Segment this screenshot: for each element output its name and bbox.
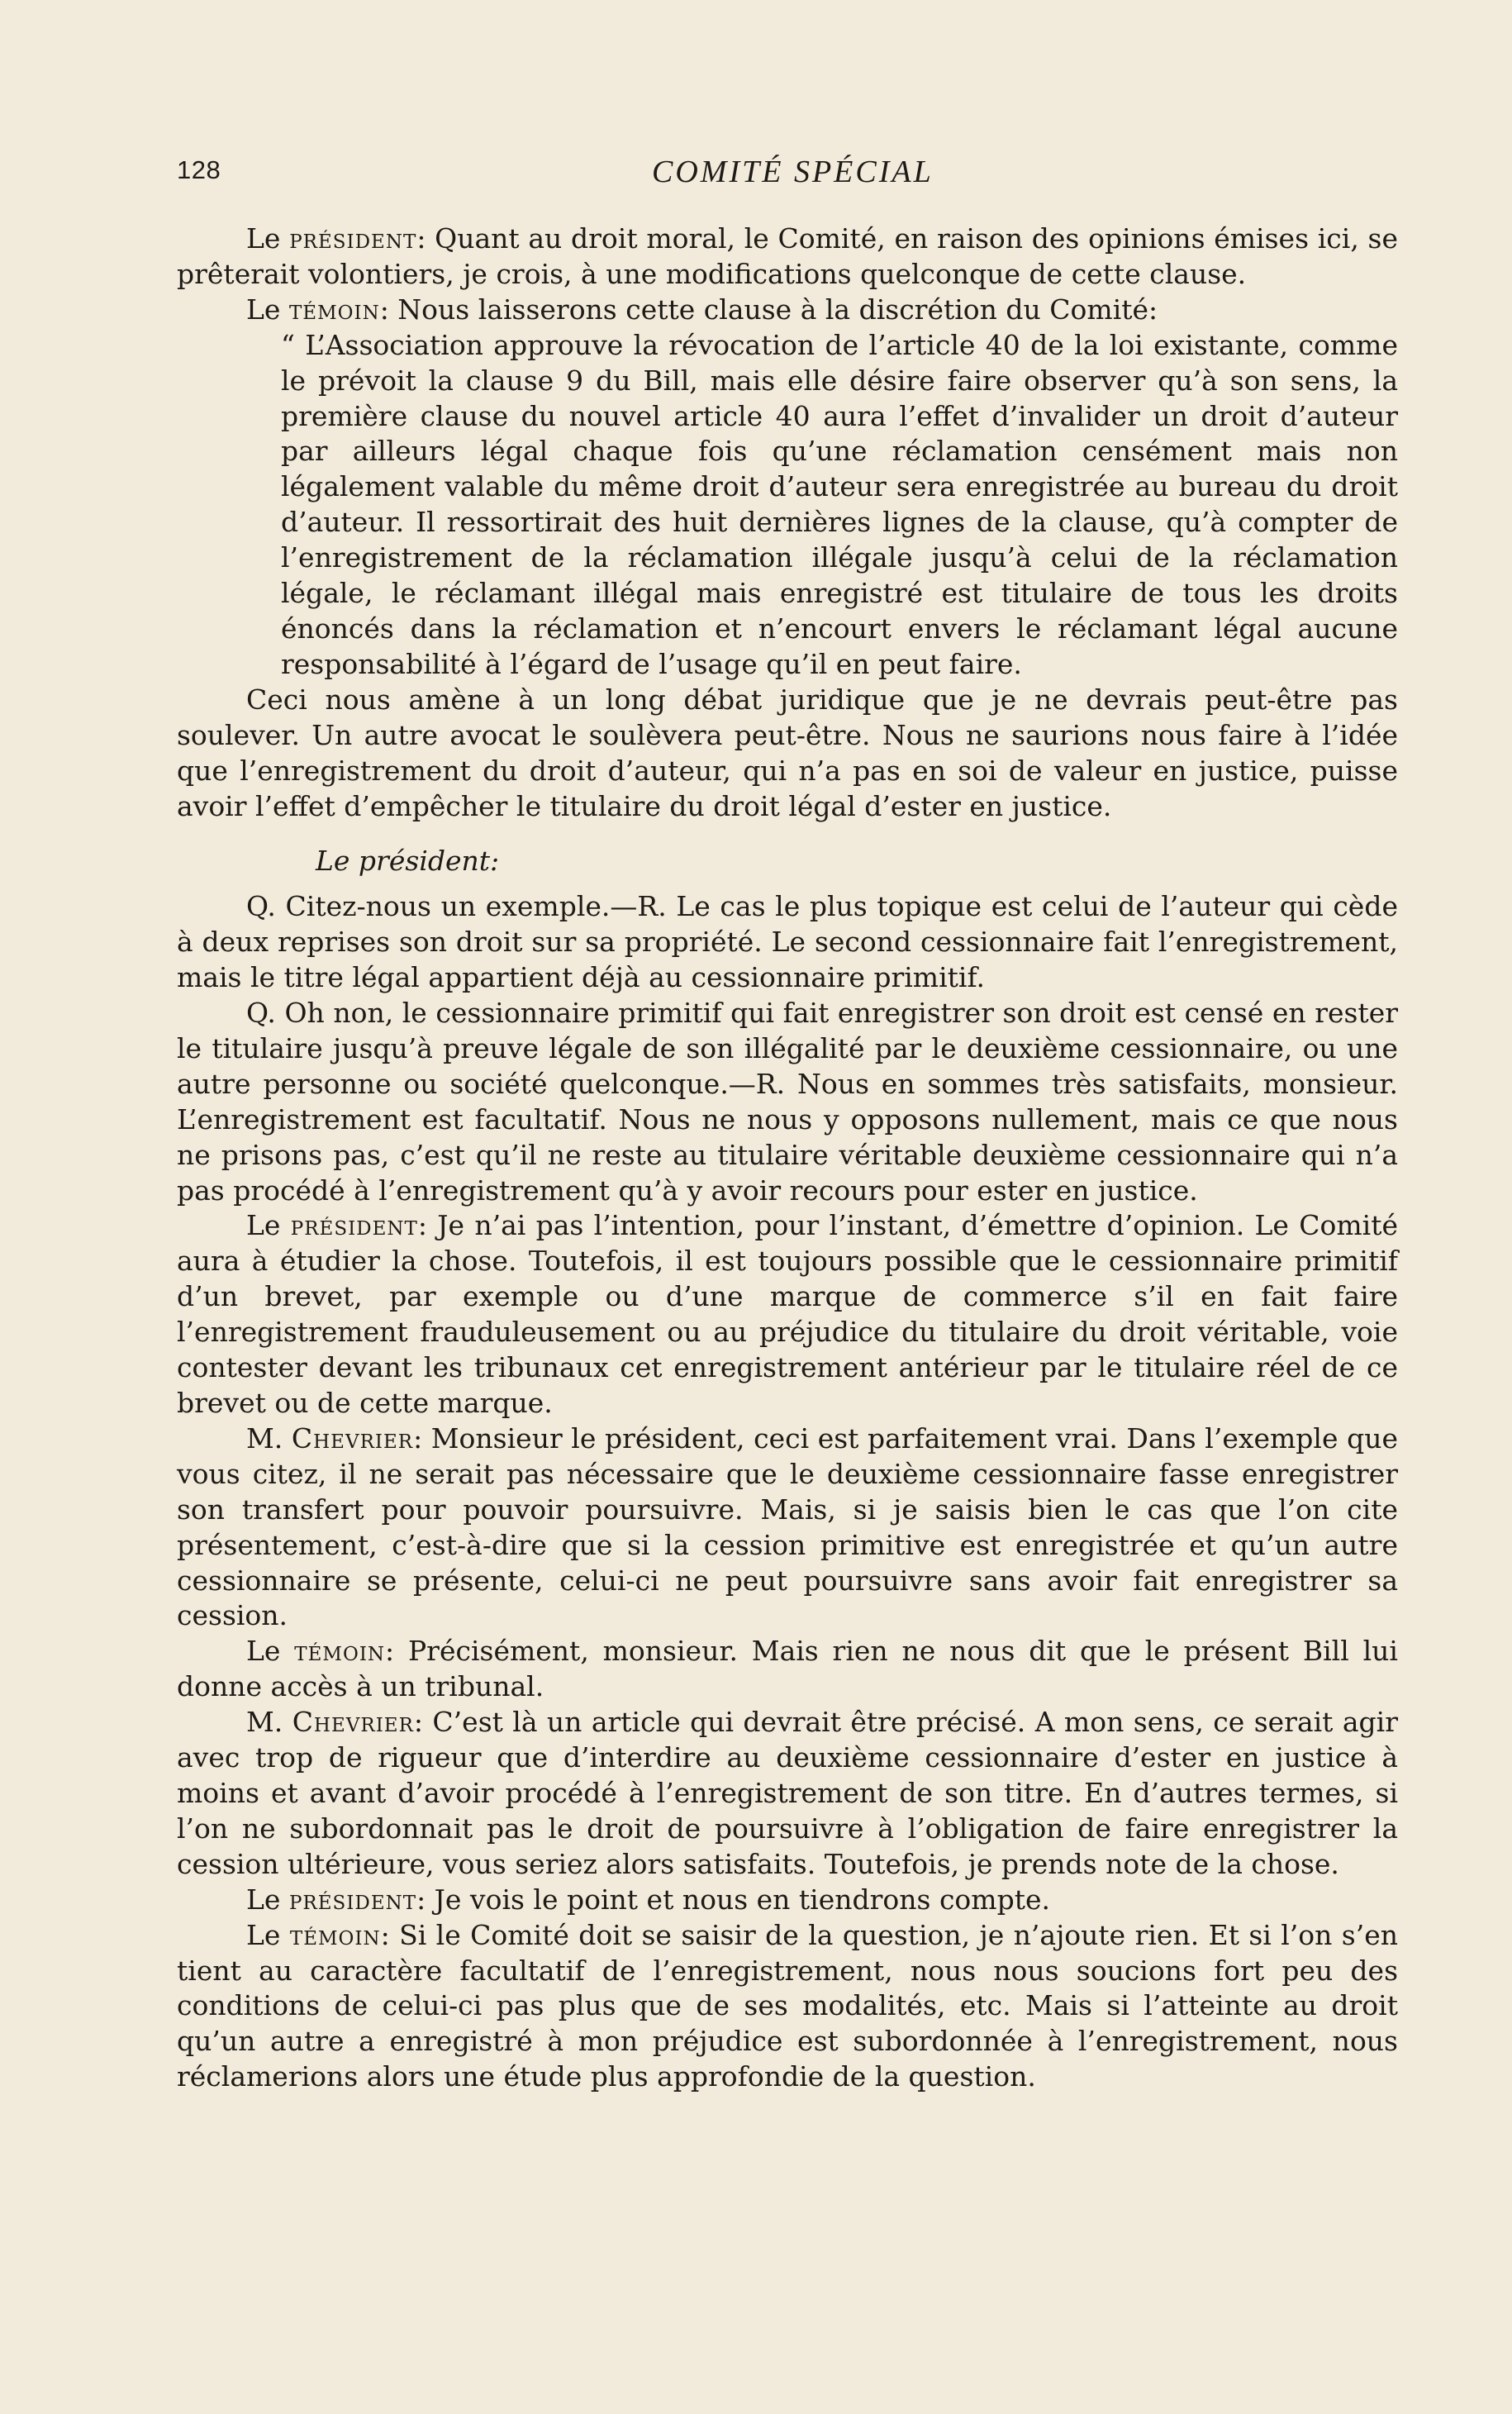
paragraph-text: : C’est là un article qui devrait être précisé. A mon sens, ce serait agir avec trop de rigueur que d’interdire au deuxième cessionnaire d’ester en justice à moins et avant d’avoir procédé à l’enregistrement de son titre. En d’autres termes, si l’on ne subordonnait pas le droit de poursuivre à l’obligation de faire enregistrer la cession ultérieure, vous seriez alors satisfaits. Toutefois, je prends note de la chose.: [177, 1706, 1398, 1880]
paragraph-legal-debate: Ceci nous amène à un long débat juridique que je ne devrais peut-être pas soulever. Un autre avocat le soulèvera peut-être. Nous ne saurions nous faire à l’idée que l’enregistrement du droit d’auteur, qui n’a pas en soi de valeur en justice, puisse avoir l’effet d’empêcher le titulaire du droit légal d’ester en justice.: [177, 683, 1398, 822]
paragraph-chevrier-true: [177, 1421, 1398, 1634]
paragraph-president-opinion: [177, 1208, 1398, 1421]
body-text: [177, 221, 1398, 2095]
paragraph-text: : Nous laisserons cette clause à la discrétion du Comité:: [379, 293, 1158, 326]
paragraph-president-noted: [177, 1883, 1398, 1918]
speaker-name: témoin: [289, 1918, 381, 1951]
paragraph-text: : Je vois le point et nous en tiendrons compte.: [416, 1883, 1050, 1916]
paragraph-president-moral-right: [177, 221, 1398, 293]
speaker-article: Le: [246, 1209, 281, 1242]
speaker-article: Le: [246, 293, 281, 326]
running-title: COMITÉ SPÉCIAL: [652, 155, 934, 189]
paragraph-text: : Précisément, monsieur. Mais rien ne nous dit que le présent Bill lui donne accès à un tribunal.: [177, 1635, 1398, 1703]
speaker-name: Chevrier: [291, 1421, 414, 1455]
speaker-name: président: [288, 1883, 417, 1916]
paragraph-question-example: Q. Citez-nous un exemple.—R. Le cas le plus topique est celui de l’auteur qui cède à deux reprises son droit sur sa propriété. Le second cessionnaire fait l’enregistrement, mais le titre légal appartient déjà au cessionnaire primitif.: [177, 890, 1398, 994]
speaker-article: Le: [246, 1635, 281, 1668]
speaker-article: Le: [246, 1883, 281, 1916]
section-heading-president: Le président:: [316, 845, 500, 878]
paragraph-witness-final: [177, 1918, 1398, 2096]
speaker-article: M.: [246, 1706, 283, 1739]
paragraph-text: : Si le Comité doit se saisir de la question, je n’ajoute rien. Et si l’on s’en tient au caractère facultatif de l’enregistrement, nous nous soucions fort peu des conditions de celui-ci pas plus que de ses modalités, etc. Mais si l’atteinte au droit qu’un autre a enregistré à mon préjudice est subordonnée à l’enregistrement, nous réclamerions alors une étude plus approfondie de la question.: [177, 1918, 1398, 2093]
speaker-name: président: [289, 222, 417, 255]
speaker-article: M.: [246, 1421, 283, 1455]
speaker-article: Le: [246, 1918, 281, 1951]
quoted-association-statement: “ L’Association approuve la révocation de l’article 40 de la loi existante, comme le prévoit la clause 9 du Bill, mais elle désire faire observer qu’à son sens, la première clause du nouvel article 40 aura l’effet d’invalider un droit d’auteur par ailleurs légal chaque fois qu’une réclamation censément mais non légalement valable du même droit d’auteur sera enregistrée au bureau du droit d’auteur. Il ressortirait des huit dernières lignes de la clause, qu’à compter de l’enregistrement de la réclamation illégale jusqu’à celui de la réclamation légale, le réclamant illégal mais enregistré est titulaire de tous les droits énoncés dans la réclamation et n’encourt envers le réclamant légal aucune responsabilité à l’égard de l’usage qu’il en peut faire.: [281, 328, 1398, 680]
paragraph-question-cessionnaire: Q. Oh non, le cessionnaire primitif qui fait enregistrer son droit est censé en rester le titulaire jusqu’à preuve légale de son illégalité par le deuxième cessionnaire, ou une autre personne ou société quelconque.—R. Nous en sommes très satisfaits, monsieur. L’enregistrement est facultatif. Nous ne nous y opposons nullement, mais ce que nous ne prisons pas, c’est qu’il ne reste au titulaire véritable deuxième cessionnaire qui n’a pas procédé à l’enregistrement qu’à y avoir recours pour ester en justice.: [177, 997, 1398, 1207]
speaker-name: témoin: [294, 1635, 386, 1668]
paragraph-text: : Monsieur le président, ceci est parfaitement vrai. Dans l’exemple que vous citez, il ne serait pas nécessaire que le deuxième cessionnaire fasse enregistrer son transfert pour pouvoir poursuivre. Mais, si je saisis bien le cas que l’on cite présentement, c’est-à-dire que si la cession primitive est enregistrée et qu’un autre cessionnaire se présente, celui-ci ne peut poursuivre sans avoir fait enregistrer sa cession.: [177, 1421, 1398, 1632]
paragraph-chevrier-article: [177, 1705, 1398, 1883]
paragraph-witness-precisely: [177, 1634, 1398, 1705]
paragraph-text: : Je n’ai pas l’intention, pour l’instant, d’émettre d’opinion. Le Comité aura à étudier la chose. Toutefois, il est toujours possible que le cessionnaire primitif d’un brevet, par exemple ou d’une marque de commerce s’il en fait faire l’enregistrement frauduleusement ou au préjudice du titulaire du droit véritable, voie contester devant les tribunaux cet enregistrement antérieur par le titulaire réel de ce brevet ou de cette marque.: [177, 1209, 1398, 1419]
speaker-name: témoin: [288, 293, 380, 326]
paragraph-witness-discretion: [177, 293, 1398, 328]
speaker-name: président: [290, 1209, 418, 1242]
speaker-name: Chevrier: [292, 1706, 414, 1739]
page-number: 128: [177, 155, 221, 184]
speaker-article: Le: [246, 222, 281, 255]
page-header: [177, 150, 1400, 200]
paragraph-text: : Quant au droit moral, le Comité, en raison des opinions émises ici, se prêterait volontiers, je crois, à une modifications quelconque de cette clause.: [177, 222, 1398, 290]
